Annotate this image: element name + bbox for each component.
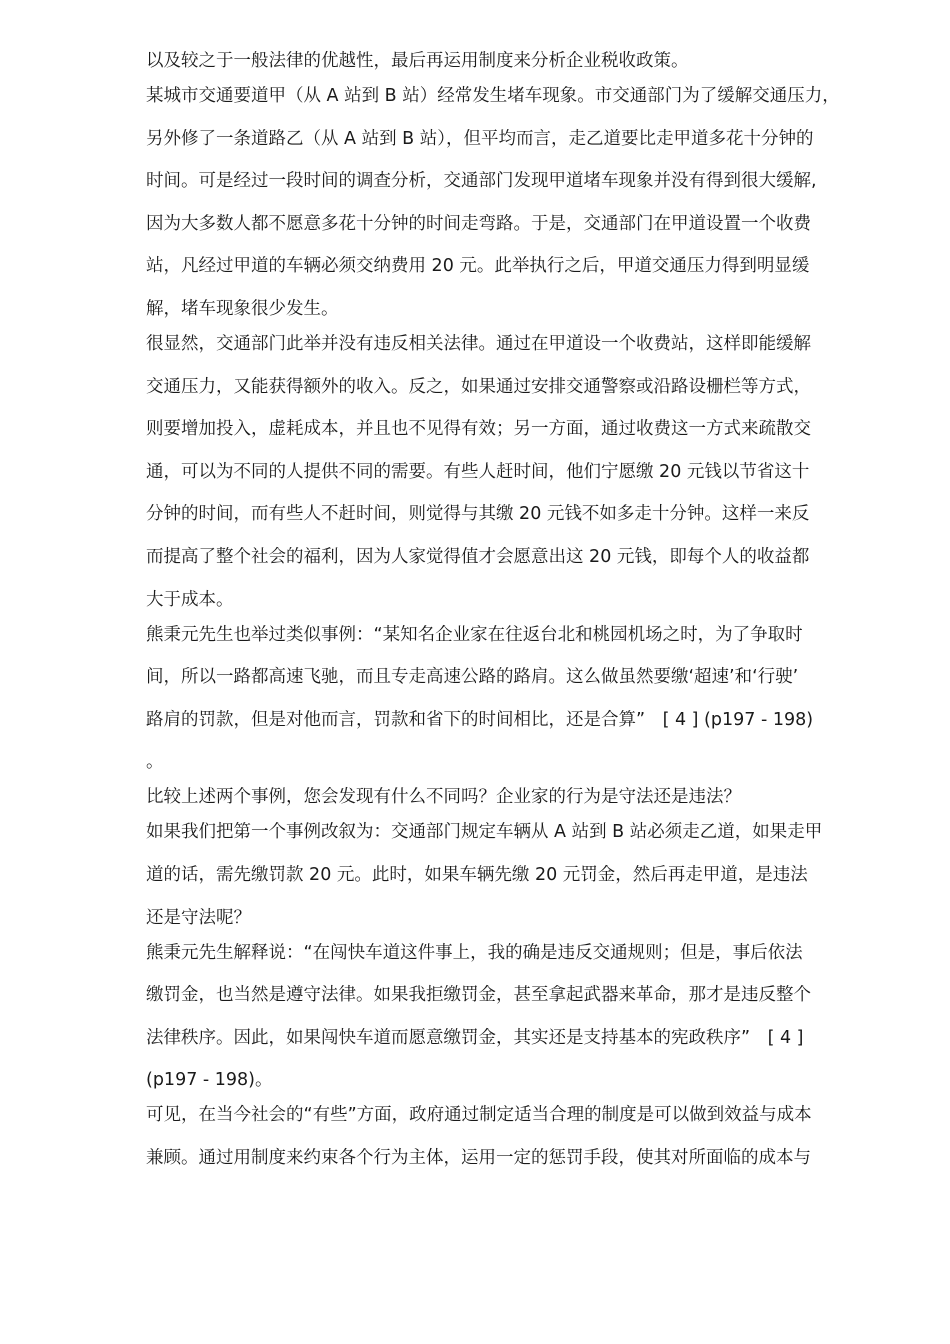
text-line: 还是守法呢？ — [146, 907, 251, 928]
text-line: 缴罚金，也当然是遵守法律。如果我拒缴罚金，甚至拿起武器来革命，那才是违反整个 — [146, 985, 811, 1006]
paragraph — [146, 1098, 896, 1176]
text-line: 很显然，交通部门此举并没有违反相关法律。通过在甲道设一个收费站，这样即能缓解 — [146, 333, 811, 354]
text-line: 则要增加投入，虚耗成本，并且也不见得有效；另一方面，通过收费这一方式来疏散交 — [146, 419, 811, 440]
text-line: 大于成本。 — [146, 589, 234, 610]
text-line: 间，所以一路都高速飞驰，而且专走高速公路的路肩。这么做虽然要缴‘超速’和‘行驶’ — [146, 667, 799, 688]
text-line: 熊秉元先生也举过类似事例：“某知名企业家在往返台北和桃园机场之时，为了争取时 — [146, 624, 803, 645]
paragraph — [146, 780, 896, 815]
text-line: 路肩的罚款，但是对他而言，罚款和省下的时间相比，还是合算” [ 4 ] (p197 - 198) — [146, 709, 814, 730]
paragraph — [146, 936, 896, 1099]
paragraph — [146, 815, 896, 935]
text-line: 解，堵车现象很少发生。 — [146, 298, 339, 319]
paragraph — [146, 327, 896, 618]
paragraph — [146, 618, 896, 781]
text-line: 站，凡经过甲道的车辆必须交纳费用 20 元。此举执行之后，甲道交通压力得到明显缓 — [146, 256, 810, 277]
text-line: 道的话，需先缴罚款 20 元。此时，如果车辆先缴 20 元罚金，然后再走甲道，是违法 — [146, 864, 808, 885]
text-line: (p197 - 198)。 — [146, 1070, 273, 1091]
text-line: 另外修了一条道路乙（从 A 站到 B 站），但平均而言，走乙道要比走甲道多花十分钟的 — [146, 128, 814, 149]
text-line: 熊秉元先生解释说：“在闯快车道这件事上，我的确是违反交通规则；但是，事后依法 — [146, 942, 803, 963]
paragraph — [146, 44, 896, 79]
text-line: 比较上述两个事例，您会发现有什么不同吗？企业家的行为是守法还是违法？ — [146, 787, 741, 808]
text-line: 交通压力，又能获得额外的收入。反之，如果通过安排交通警察或沿路设栅栏等方式， — [146, 376, 811, 397]
text-line: 分钟的时间，而有些人不赶时间，则觉得与其缴 20 元钱不如多走十分钟。这样一来反 — [146, 504, 810, 525]
text-line: 通，可以为不同的人提供不同的需要。有些人赶时间，他们宁愿缴 20 元钱以节省这十 — [146, 461, 810, 482]
text-line: 因为大多数人都不愿意多花十分钟的时间走弯路。于是，交通部门在甲道设置一个收费 — [146, 213, 811, 234]
text-line: 如果我们把第一个事例改叙为：交通部门规定车辆从 A 站到 B 站必须走乙道，如果走甲 — [146, 822, 823, 843]
text-line: 兼顾。通过用制度来约束各个行为主体，运用一定的惩罚手段，使其对所面临的成本与 — [146, 1147, 811, 1168]
text-line: 可见，在当今社会的“有些”方面，政府通过制定适当合理的制度是可以做到效益与成本 — [146, 1105, 812, 1126]
text-line: 而提高了整个社会的福利，因为人家觉得值才会愿意出这 20 元钱，即每个人的收益都 — [146, 546, 810, 567]
body-text — [146, 44, 896, 1176]
text-line: 时间。可是经过一段时间的调查分析，交通部门发现甲道堵车现象并没有得到很大缓解, — [146, 171, 817, 192]
text-line: 以及较之于一般法律的优越性，最后再运用制度来分析企业税收政策。 — [146, 51, 689, 71]
text-line: 。 — [146, 752, 164, 773]
text-line: 某城市交通要道甲（从 A 站到 B 站）经常发生堵车现象。市交通部门为了缓解交通压力， — [146, 86, 840, 106]
text-line: 法律秩序。因此，如果闯快车道而愿意缴罚金，其实还是支持基本的宪政秩序” [ 4 ] — [146, 1027, 804, 1048]
paragraph — [146, 79, 896, 327]
